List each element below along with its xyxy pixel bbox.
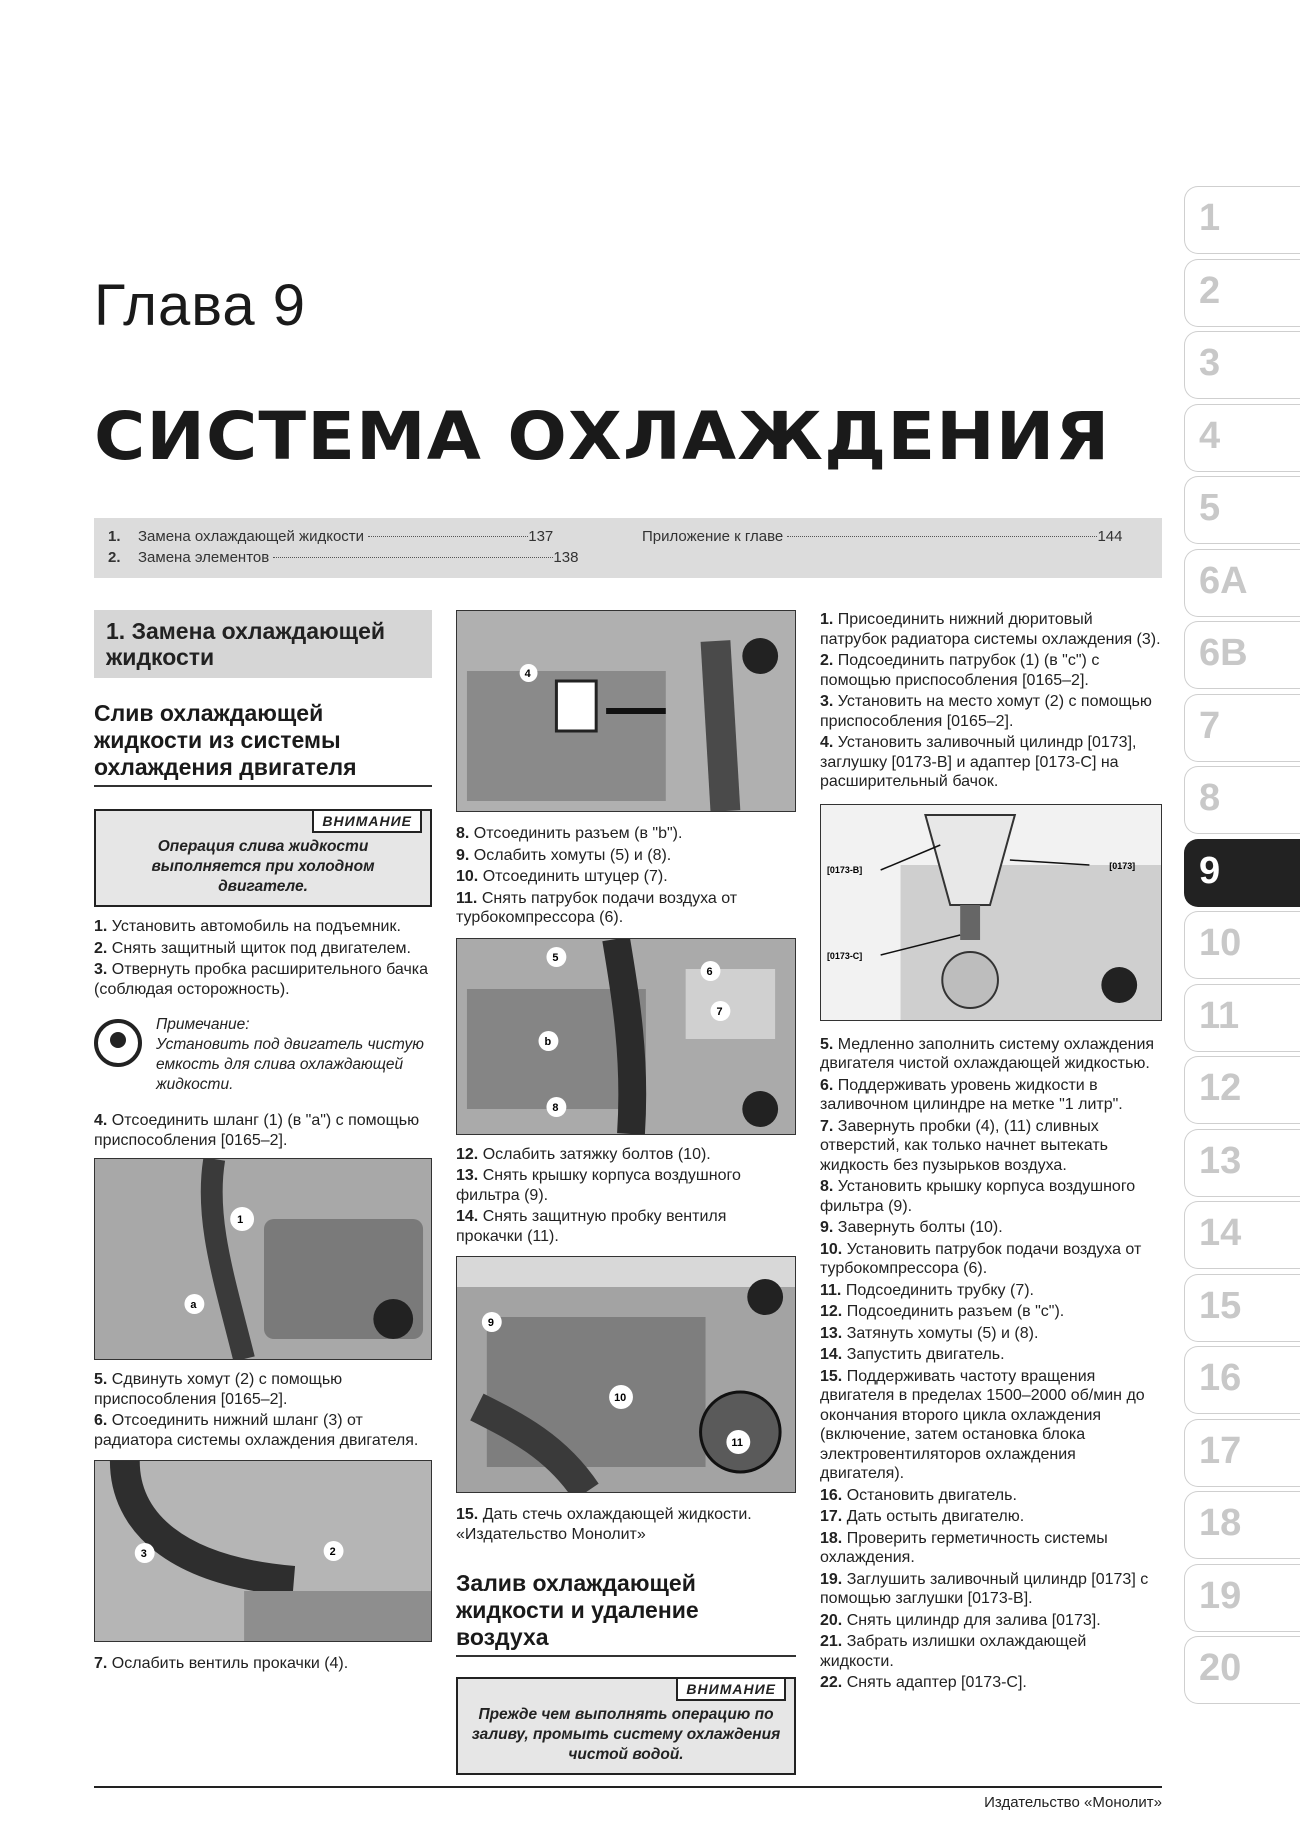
callout-5: 5: [552, 951, 559, 964]
figure-engine-3: [456, 1256, 796, 1493]
callout-4: 4: [524, 667, 531, 681]
step: 14. Запустить двигатель.: [820, 1346, 1005, 1363]
left-column: [94, 610, 432, 1676]
toc-entry[interactable]: 1. Замена охлаждающей жидкости 137: [108, 528, 554, 545]
step: 1. Установить автомобиль на подъемник.: [94, 918, 401, 935]
chapter-tab-18[interactable]: 18: [1184, 1491, 1300, 1559]
callout-2: 2: [329, 1545, 336, 1559]
warning-text: Операция слива жидкости выполняется при холодном двигателе.: [151, 838, 375, 895]
callout-0173: [0173]: [1109, 860, 1136, 871]
step: 4. Отсоединить шланг (1) (в "a") с помощью приспособления [0165–2].: [94, 1112, 420, 1149]
callout-0173c: [0173-C]: [826, 950, 863, 961]
chapter-tab-7[interactable]: 7: [1184, 694, 1300, 762]
warning-badge: ВНИМАНИЕ: [676, 1677, 786, 1701]
step: 8. Отсоединить разъем (в "b").: [456, 825, 683, 842]
chapter-tab-6a[interactable]: 6A: [1184, 549, 1300, 617]
step: 11. Снять патрубок подачи воздуха от турбокомпрессора (6).: [456, 889, 738, 926]
step: 17. Дать остыть двигателю.: [820, 1508, 1025, 1525]
step: 10. Отсоединить штуцер (7).: [456, 868, 668, 885]
note-label: Примечание:: [156, 1016, 250, 1033]
chapter-tab-14[interactable]: 14: [1184, 1201, 1300, 1269]
callout-7: 7: [716, 1005, 723, 1018]
callout-8: 8: [552, 1101, 559, 1114]
step: 3. Установить на место хомут (2) с помощью приспособления [0165–2].: [820, 693, 1152, 730]
callout-0173b: [0173-B]: [826, 864, 863, 875]
warning-box: [94, 809, 432, 907]
chapter-tab-9[interactable]: 9: [1184, 839, 1300, 907]
callout-10: 10: [614, 1391, 627, 1405]
footer-publisher: Издательство «Монолит»: [984, 1794, 1162, 1811]
chapter-tab-2[interactable]: 2: [1184, 259, 1300, 327]
step: 14. Снять защитную пробку вентиля прокачки (11).: [456, 1208, 727, 1245]
step: 19. Заглушить заливочный цилиндр [0173] с помощью заглушки [0173-B].: [820, 1570, 1149, 1607]
toc-entry[interactable]: 2. Замена элементов 138: [108, 549, 579, 566]
chapter-title: СИСТЕМА ОХЛАЖДЕНИЯ: [94, 398, 1111, 475]
step: 20. Снять цилиндр для залива [0173].: [820, 1611, 1101, 1629]
step: 12. Ослабить затяжку болтов (10).: [456, 1145, 711, 1163]
toc-entry[interactable]: Приложение к главе 144: [642, 528, 1123, 545]
figure-engine-1: [456, 610, 796, 812]
chapter-tab-16[interactable]: 16: [1184, 1346, 1300, 1414]
figure-hose-1: [94, 1158, 432, 1360]
callout-1: 1: [237, 1213, 244, 1227]
step: 9. Завернуть болты (10).: [820, 1219, 1003, 1236]
chapter-tab-17[interactable]: 17: [1184, 1419, 1300, 1487]
chapter-tab-12[interactable]: 12: [1184, 1056, 1300, 1124]
note-text: Установить под двигатель чистую емкость для слива охлаждающей жидкости.: [156, 1036, 424, 1093]
chapter-tab-10[interactable]: 10: [1184, 911, 1300, 979]
step: 5. Медленно заполнить систему охлаждения двигателя чистой охлаждающей жидкостью.: [820, 1035, 1155, 1072]
step: 1. Присоединить нижний дюритовый патрубок радиатора системы охлаждения (3).: [820, 611, 1161, 648]
figure-filling-cylinder: [820, 804, 1162, 1021]
step: 12. Подсоединить разъем (в "c").: [820, 1303, 1065, 1320]
step: 13. Снять крышку корпуса воздушного фильтра (9).: [456, 1167, 741, 1204]
chapter-tab-6b[interactable]: 6B: [1184, 621, 1300, 689]
step: 3. Отвернуть пробка расширительного бачка (соблюдая осторожность).: [94, 961, 429, 998]
callout-3: 3: [140, 1547, 147, 1561]
step: 16. Остановить двигатель.: [820, 1486, 1017, 1504]
chapter-tab-5[interactable]: 5: [1184, 476, 1300, 544]
step: 2. Снять защитный щиток под двигателем.: [94, 939, 411, 957]
callout-6: 6: [706, 965, 713, 978]
chapter-tab-4[interactable]: 4: [1184, 404, 1300, 472]
step: 4. Установить заливочный цилиндр [0173], заглушку [0173-B] и адаптер [0173-C] на расширительный бачок.: [820, 734, 1137, 790]
step: 15. Дать стечь охлаждающей жидкости. «Издательство Монолит»: [456, 1506, 752, 1543]
step: 22. Снять адаптер [0173-C].: [820, 1674, 1027, 1691]
step: 15. Поддерживать частоту вращения двигателя в пределах 1500–2000 об/мин до окончания второго цикла охлаждения (включение, затем остановка блока электровентиляторов охлаждения двигателя).: [820, 1367, 1145, 1482]
step: 6. Отсоединить нижний шланг (3) от радиатора системы охлаждения двигателя.: [94, 1412, 419, 1449]
step: 11. Подсоединить трубку (7).: [820, 1281, 1034, 1299]
chapter-tab-20[interactable]: 20: [1184, 1636, 1300, 1704]
note-icon: [94, 1019, 142, 1067]
step: 21. Забрать излишки охлаждающей жидкости.: [820, 1633, 1087, 1670]
step: 9. Ослабить хомуты (5) и (8).: [456, 846, 672, 864]
chapter-toc: [94, 518, 1162, 578]
figure-hose-2: [94, 1460, 432, 1642]
chapter-label: Глава 9: [94, 273, 307, 338]
step: 10. Установить патрубок подачи воздуха от турбокомпрессора (6).: [820, 1240, 1142, 1277]
chapter-tab-11[interactable]: 11: [1184, 984, 1300, 1052]
step: 8. Установить крышку корпуса воздушного фильтра (9).: [820, 1178, 1136, 1215]
step: 5. Сдвинуть хомут (2) с помощью приспособления [0165–2].: [94, 1371, 343, 1408]
chapter-tab-13[interactable]: 13: [1184, 1129, 1300, 1197]
warning-badge: ВНИМАНИЕ: [312, 809, 422, 833]
callout-a: a: [190, 1298, 197, 1312]
chapter-tab-1[interactable]: 1: [1184, 186, 1300, 254]
callout-11: 11: [731, 1436, 743, 1450]
callout-9: 9: [487, 1316, 494, 1330]
chapter-tab-19[interactable]: 19: [1184, 1564, 1300, 1632]
step: 7. Ослабить вентиль прокачки (4).: [94, 1655, 349, 1672]
figure-engine-2: [456, 938, 796, 1135]
step: 2. Подсоединить патрубок (1) (в "c") с помощью приспособления [0165–2].: [820, 652, 1100, 689]
callout-b: b: [544, 1035, 552, 1048]
subhead-drain: Слив охлаждающей жидкости из системы охлаждения двигателя: [94, 700, 432, 787]
footer-rule: [94, 1786, 1162, 1788]
note-box: [94, 1015, 432, 1095]
right-column: [820, 610, 1162, 1695]
chapter-tab-3[interactable]: 3: [1184, 331, 1300, 399]
step: 6. Поддерживать уровень жидкости в заливочном цилиндре на метке "1 литр".: [820, 1076, 1123, 1113]
subhead-fill: Залив охлаждающей жидкости и удаление воздуха: [456, 1570, 796, 1657]
section-title: 1. Замена охлаждающей жидкости: [94, 610, 432, 678]
warning-text: Прежде чем выполнять операцию по заливу, промыть систему охлаждения чистой водой.: [471, 1706, 781, 1763]
warning-box: [456, 1677, 796, 1775]
chapter-tab-15[interactable]: 15: [1184, 1274, 1300, 1342]
step: 7. Завернуть пробки (4), (11) сливных отверстий, как только начнет вытекать жидкость без пузырьков воздуха.: [820, 1117, 1108, 1174]
middle-column: [456, 610, 796, 1775]
step: 13. Затянуть хомуты (5) и (8).: [820, 1324, 1039, 1342]
step: 18. Проверить герметичность системы охлаждения.: [820, 1529, 1108, 1566]
chapter-tab-8[interactable]: 8: [1184, 766, 1300, 834]
